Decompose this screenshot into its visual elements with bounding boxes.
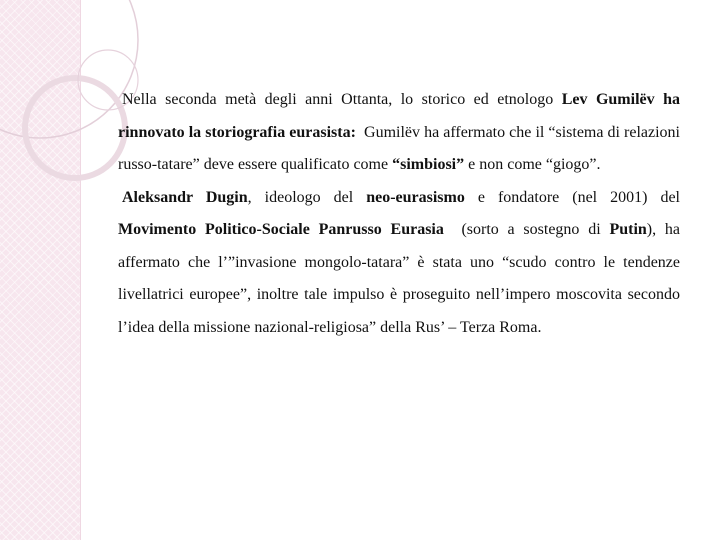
p1-end: e non come “giogo”.: [464, 156, 601, 173]
p2-t3: (sorto a sostegno di: [443, 221, 610, 238]
p1-mid: Gumilëv ha affermato che il “sistema di relazioni russo-tatare” deve essere qualificato come: [118, 123, 684, 173]
slide-content: [118, 84, 684, 344]
decor-circle-medium: [25, 78, 125, 178]
p2-name: Aleksandr Dugin: [122, 188, 248, 206]
p1-simbiosi: “simbiosi”: [392, 156, 465, 173]
paragraph-dugin: [118, 182, 680, 345]
p2-t4: ), ha affermato che l’”invasione mongolo-tatara” è stata uno “scudo contro le tendenze livellatrici europee”, inoltre tale impulso è proseguito nell’impero moscovita secondo l’idea della missione nazional-religiosa” della Rus’ – Terza Roma.: [118, 221, 680, 336]
p1-intro: Nella seconda metà degli anni Ottanta, lo storico ed etnologo: [122, 91, 562, 108]
p2-t1: , ideologo del: [247, 188, 367, 206]
p2-neo: neo-eurasismo: [366, 188, 465, 206]
paragraph-gumilev: [118, 84, 684, 182]
p2-putin: Putin: [609, 221, 647, 238]
p2-t2: e fondatore (nel 2001) del: [464, 188, 680, 206]
p2-movement: Movimento Politico-Sociale Panrusso Eurasia: [118, 221, 444, 238]
p1-name: Lev Gumilëv: [561, 91, 655, 108]
p1-bold-phrase: ha rinnovato la storiografia eurasista:: [118, 91, 681, 141]
